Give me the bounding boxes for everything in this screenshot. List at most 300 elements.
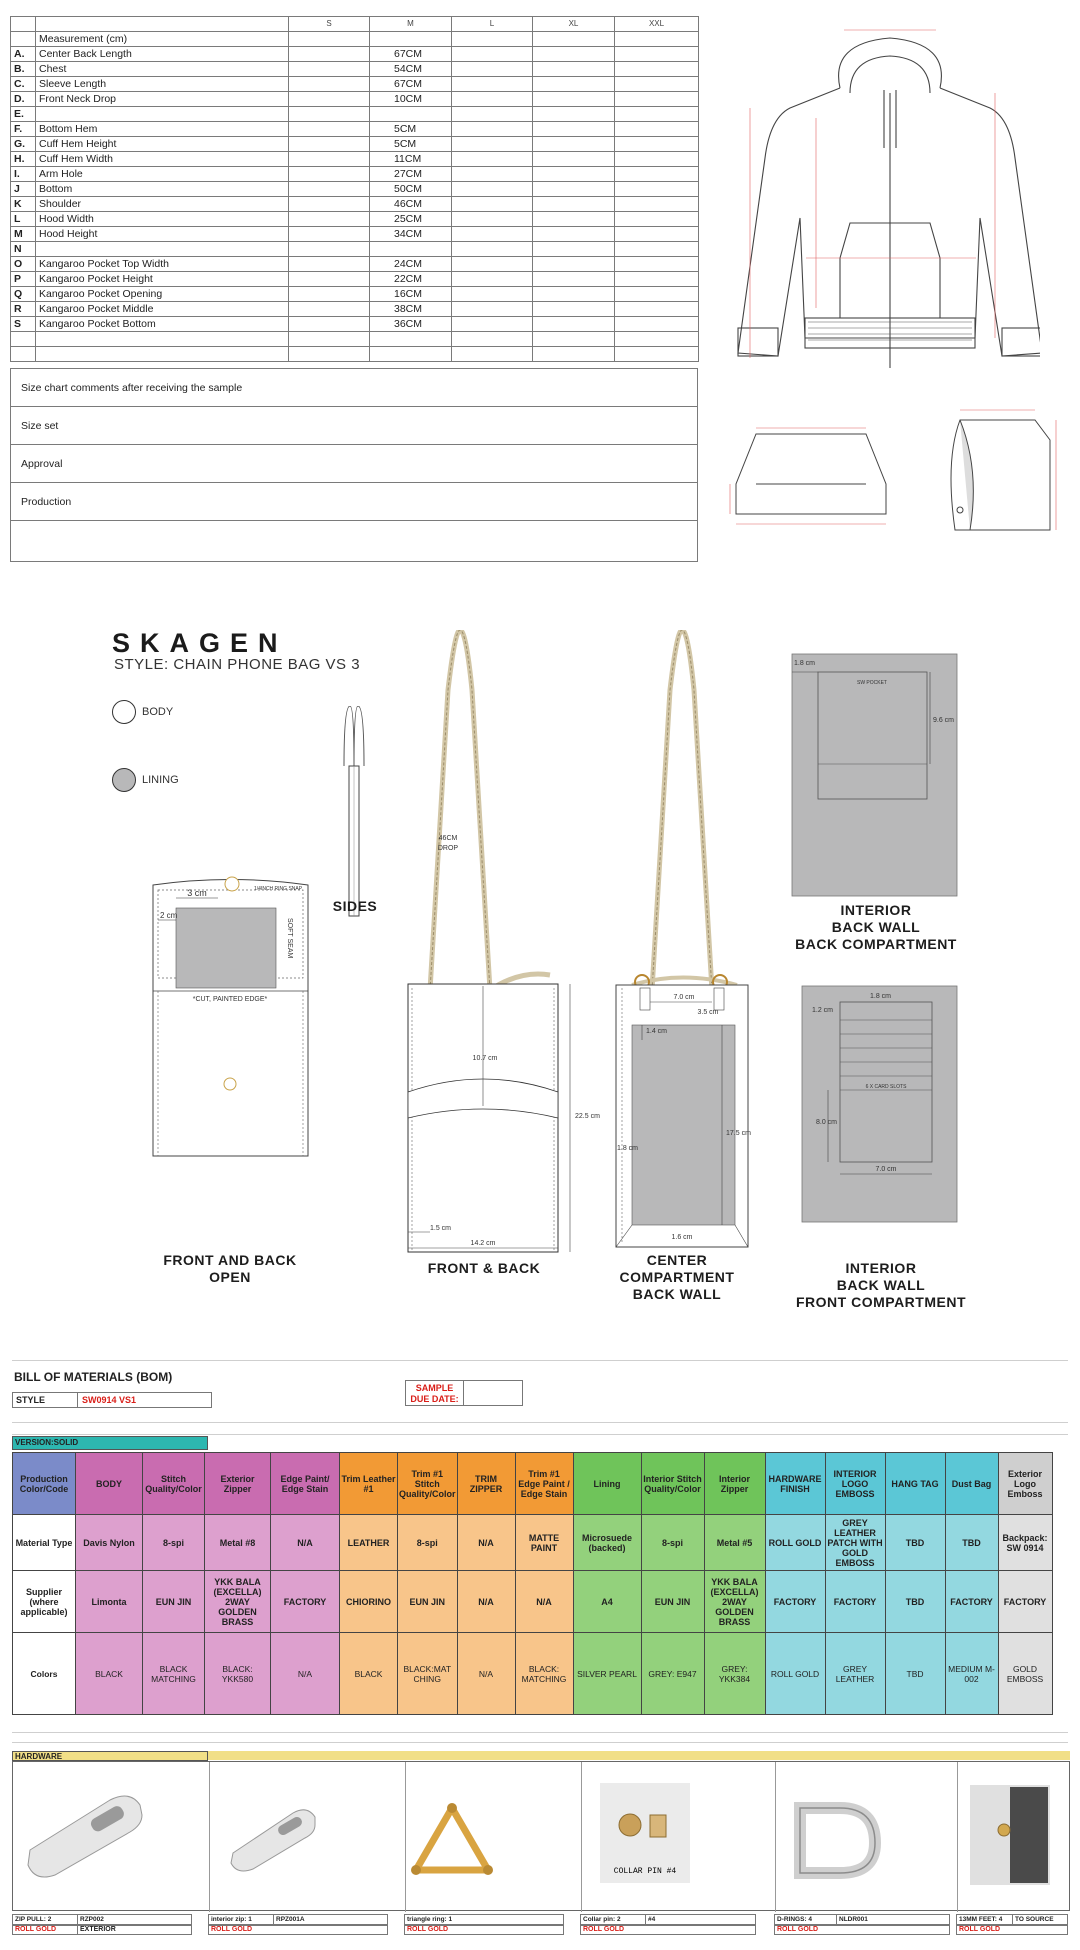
size-m-value: 22CM: [370, 272, 452, 287]
size-m-value: 50CM: [370, 182, 452, 197]
grid-line: [12, 1732, 1068, 1733]
size-xl-value: [533, 317, 615, 332]
measurement-code: D.: [11, 92, 36, 107]
bom-header-cell: Trim #1 Stitch Quality/Color: [398, 1453, 458, 1515]
measurement-name: Cuff Hem Width: [36, 152, 289, 167]
dim-drop-label: DROP: [437, 845, 459, 852]
size-xxl-value: [615, 197, 699, 212]
bom-material-cell: 8-spi: [143, 1515, 205, 1571]
size-xl-value: [533, 92, 615, 107]
dim-2cm: 2 cm: [160, 911, 178, 920]
size-l-value: [452, 212, 533, 227]
size-m-value: 36CM: [370, 317, 452, 332]
size-l-value: [452, 77, 533, 92]
size-m-value: 54CM: [370, 62, 452, 77]
view-title-center: [592, 1252, 762, 1303]
hw-caption: [580, 1914, 756, 1925]
interior-back-sketch: [790, 652, 960, 898]
size-m-value: [370, 332, 452, 347]
measurement-row: [11, 317, 699, 332]
view-title-interior-back: [766, 902, 986, 953]
view-title-line: INTERIOR: [840, 902, 912, 918]
sides-sketch: [336, 706, 372, 926]
measurement-name: Kangaroo Pocket Bottom: [36, 317, 289, 332]
bom-header-cell: Interior Zipper: [704, 1453, 765, 1515]
bom-color-cell: SILVER PEARL: [573, 1633, 641, 1715]
measurement-row: [11, 347, 699, 362]
bom-material-cell: TBD: [885, 1515, 945, 1571]
measurement-code: L: [11, 212, 36, 227]
comment-row: [11, 521, 697, 561]
bom-supplier-cell: Limonta: [76, 1571, 143, 1633]
measurement-name: [36, 107, 289, 122]
hw-divider: [405, 1762, 406, 1912]
size-m-value: [370, 107, 452, 122]
interior-zip-image: [225, 1805, 325, 1875]
view-title-line: BACK WALL: [831, 919, 921, 935]
bom-header-cell: TRIM ZIPPER: [457, 1453, 515, 1515]
size-xl-value: [533, 212, 615, 227]
measurement-label-row: [11, 32, 699, 47]
measurement-name: Chest: [36, 62, 289, 77]
measurement-row: [11, 197, 699, 212]
hw-caption: [956, 1914, 1068, 1925]
measurement-row: [11, 77, 699, 92]
measurement-label: Measurement (cm): [36, 32, 289, 47]
size-header-s: S: [289, 17, 370, 32]
version-bar: VERSION:SOLID: [12, 1436, 208, 1450]
hw-divider: [581, 1762, 582, 1912]
dim-if-1-2: 1.2 cm: [812, 1007, 834, 1014]
measurement-code: I.: [11, 167, 36, 182]
dim-1-4: 1.4 cm: [646, 1028, 668, 1035]
dim-14-2: 14.2 cm: [470, 1240, 496, 1247]
view-title-line: OPEN: [209, 1269, 251, 1285]
measurement-row: [11, 47, 699, 62]
size-l-value: [452, 107, 533, 122]
bom-header-cell: Dust Bag: [945, 1453, 998, 1515]
size-s-value: [289, 167, 370, 182]
measurement-row: [11, 137, 699, 152]
measurement-row: [11, 152, 699, 167]
view-title-line: COMPARTMENT: [619, 1269, 735, 1285]
hw-divider: [209, 1762, 210, 1912]
size-s-value: [289, 272, 370, 287]
hw-name: 13MM FEET: 4: [957, 1915, 1013, 1924]
size-l-value: [452, 287, 533, 302]
bom-material-cell: 8-spi: [398, 1515, 458, 1571]
bom-supplier-cell: Supplier (where applicable): [13, 1571, 76, 1633]
size-xxl-value: [615, 92, 699, 107]
bom-material-cell: Microsuede (backed): [573, 1515, 641, 1571]
measurement-row: [11, 302, 699, 317]
bom-material-cell: GREY LEATHER PATCH WITH GOLD EMBOSS: [825, 1515, 885, 1571]
size-xxl-value: [615, 272, 699, 287]
size-m-value: 25CM: [370, 212, 452, 227]
size-header-l: L: [452, 17, 533, 32]
legend-lining: [112, 768, 179, 792]
bom-header-cell: Lining: [573, 1453, 641, 1515]
brand-logo: SKAGEN: [112, 628, 288, 658]
size-xl-value: [533, 137, 615, 152]
due-label: SAMPLE DUE DATE:: [406, 1381, 464, 1405]
hw-code: NLDR001: [839, 1916, 868, 1923]
measurement-name: Kangaroo Pocket Opening: [36, 287, 289, 302]
bom-header-cell: Stitch Quality/Color: [143, 1453, 205, 1515]
measurement-row: [11, 242, 699, 257]
dim-if-1-8: 1.8 cm: [870, 993, 892, 1000]
size-xl-value: [533, 167, 615, 182]
measurement-code: H.: [11, 152, 36, 167]
size-xl-value: [533, 122, 615, 137]
measurement-name: Bottom: [36, 182, 289, 197]
size-m-value: 67CM: [370, 77, 452, 92]
size-l-value: [452, 62, 533, 77]
size-xxl-value: [615, 332, 699, 347]
bom-style-row: [12, 1392, 212, 1408]
size-l-value: [452, 182, 533, 197]
size-header-row: [11, 17, 699, 32]
bom-material-cell: N/A: [271, 1515, 340, 1571]
measurement-row: [11, 227, 699, 242]
size-s-value: [289, 212, 370, 227]
bom-color-cell: BLACK:MAT CHING: [398, 1633, 458, 1715]
bom-color-cell: N/A: [271, 1633, 340, 1715]
size-s-value: [289, 77, 370, 92]
bom-color-cell: BLACK: [76, 1633, 143, 1715]
bom-supplier-cell: N/A: [457, 1571, 515, 1633]
hood-sketch: [940, 400, 1060, 540]
dim-1-8: 1.8 cm: [617, 1145, 639, 1152]
style-label: STYLE: [13, 1393, 78, 1407]
size-xl-value: [533, 62, 615, 77]
size-s-value: [289, 47, 370, 62]
measurement-code: O: [11, 257, 36, 272]
center-view-sketch: [612, 630, 762, 1250]
measurement-row: [11, 122, 699, 137]
view-title-line: CENTER: [646, 1252, 708, 1268]
hardware-image-row: [12, 1761, 1070, 1911]
view-title-line: BACK WALL: [836, 1277, 926, 1293]
size-m-value: 24CM: [370, 257, 452, 272]
size-xl-value: [533, 47, 615, 62]
hw-finish: ROLL GOLD: [407, 1926, 449, 1933]
size-xxl-value: [615, 47, 699, 62]
size-xl-value: [533, 182, 615, 197]
bom-supplier-cell: FACTORY: [271, 1571, 340, 1633]
hw-finish-row: [404, 1925, 564, 1935]
size-l-value: [452, 197, 533, 212]
size-xxl-value: [615, 182, 699, 197]
bom-material-cell: N/A: [457, 1515, 515, 1571]
bom-header-cell: BODY: [76, 1453, 143, 1515]
dim-ib-9-6: 9.6 cm: [933, 717, 955, 724]
bom-material-cell: MATTE PAINT: [515, 1515, 573, 1571]
bom-header-cell: HANG TAG: [885, 1453, 945, 1515]
comments-box: [10, 368, 698, 562]
size-xl-value: [533, 302, 615, 317]
hardware-label: HARDWARE: [12, 1751, 208, 1761]
size-l-value: [452, 332, 533, 347]
measurement-row: [11, 167, 699, 182]
bom-material-row: [13, 1515, 1053, 1571]
view-title-front: FRONT & BACK: [427, 1260, 541, 1276]
hw-finish-row: [580, 1925, 756, 1935]
size-s-value: [289, 257, 370, 272]
bom-header-cell: Production Color/Code: [13, 1453, 76, 1515]
measurement-name: Arm Hole: [36, 167, 289, 182]
grid-line: [12, 1422, 1068, 1423]
size-xl-value: [533, 332, 615, 347]
bom-supplier-cell: YKK BALA (EXCELLA) 2WAY GOLDEN BRASS: [704, 1571, 765, 1633]
measurement-code: J: [11, 182, 36, 197]
size-s-value: [289, 92, 370, 107]
size-l-value: [452, 347, 533, 362]
hw-finish: ROLL GOLD: [211, 1926, 253, 1933]
measurement-name: Center Back Length: [36, 47, 289, 62]
measurement-row: [11, 107, 699, 122]
d-ring-image: [780, 1788, 890, 1888]
bom-material-cell: Metal #8: [205, 1515, 271, 1571]
dim-cut-edge: *CUT, PAINTED EDGE*: [192, 996, 268, 1003]
bom-color-cell: MEDIUM M-002: [945, 1633, 998, 1715]
size-xxl-value: [615, 167, 699, 182]
front-view-sketch: [400, 630, 610, 1260]
measurement-name: [36, 242, 289, 257]
size-xxl-value: [615, 287, 699, 302]
bom-header-cell: Interior Stitch Quality/Color: [641, 1453, 704, 1515]
bom-material-cell: 8-spi: [641, 1515, 704, 1571]
measurement-name: Hood Width: [36, 212, 289, 227]
size-xl-value: [533, 77, 615, 92]
size-l-value: [452, 152, 533, 167]
bom-header-cell: Trim Leather #1: [340, 1453, 398, 1515]
legend-lining-label: LINING: [142, 774, 179, 786]
bom-supplier-row: [13, 1571, 1053, 1633]
bom-header-cell: Trim #1 Edge Paint / Edge Stain: [515, 1453, 573, 1515]
hw-name: triangle ring: 1: [407, 1916, 453, 1923]
dim-ib-label: SW POCKET: [856, 680, 888, 686]
hw-code: #4: [648, 1916, 656, 1923]
size-xxl-value: [615, 227, 699, 242]
bom-supplier-cell: TBD: [885, 1571, 945, 1633]
grid-line: [12, 1434, 1068, 1435]
size-m-value: 5CM: [370, 122, 452, 137]
bom-material-cell: Davis Nylon: [76, 1515, 143, 1571]
size-xxl-value: [615, 62, 699, 77]
size-xl-value: [533, 107, 615, 122]
size-s-value: [289, 287, 370, 302]
measurement-code: P: [11, 272, 36, 287]
dim-22-5: 22.5 cm: [575, 1113, 600, 1120]
hoodie-front-sketch: [720, 18, 1040, 378]
bom-color-cell: BLACK: MATCHING: [515, 1633, 573, 1715]
measurement-row: [11, 62, 699, 77]
hw-finish: ROLL GOLD: [583, 1926, 625, 1933]
comment-row: Approval: [11, 445, 697, 483]
dim-10-7: 10.7 cm: [472, 1055, 498, 1062]
measurement-name: Kangaroo Pocket Height: [36, 272, 289, 287]
measurement-row: [11, 212, 699, 227]
size-m-value: 11CM: [370, 152, 452, 167]
bom-color-cell: ROLL GOLD: [765, 1633, 825, 1715]
size-m-value: 34CM: [370, 227, 452, 242]
measurement-code: A.: [11, 47, 36, 62]
size-l-value: [452, 92, 533, 107]
bom-material-cell: TBD: [945, 1515, 998, 1571]
measurement-code: B.: [11, 62, 36, 77]
bom-supplier-cell: FACTORY: [825, 1571, 885, 1633]
triangle-ring-image: [410, 1800, 495, 1880]
hw-code: RPZ001A: [276, 1916, 305, 1923]
size-xl-value: [533, 272, 615, 287]
hw-caption: [208, 1914, 388, 1925]
size-xxl-value: [615, 212, 699, 227]
bom-material-cell: LEATHER: [340, 1515, 398, 1571]
size-s-value: [289, 62, 370, 77]
hw-finish: ROLL GOLD: [777, 1926, 819, 1933]
size-xl-value: [533, 227, 615, 242]
comment-row: Size set: [11, 407, 697, 445]
zip-pull-image: [20, 1790, 150, 1880]
size-xxl-value: [615, 257, 699, 272]
hw-finish-row: [12, 1925, 192, 1935]
size-s-value: [289, 107, 370, 122]
dim-if-7: 7.0 cm: [875, 1166, 897, 1173]
bom-material-cell: ROLL GOLD: [765, 1515, 825, 1571]
legend-body: [112, 700, 173, 724]
dim-soft-seam: SOFT SEAM: [286, 918, 293, 959]
bom-supplier-cell: YKK BALA (EXCELLA) 2WAY GOLDEN BRASS: [205, 1571, 271, 1633]
measurement-code: R: [11, 302, 36, 317]
size-xxl-value: [615, 107, 699, 122]
comment-row: Size chart comments after receiving the sample: [11, 369, 697, 407]
bom-header-cell: Exterior Logo Emboss: [998, 1453, 1052, 1515]
interior-front-sketch: [800, 984, 960, 1224]
size-xl-value: [533, 197, 615, 212]
bom-title: BILL OF MATERIALS (BOM): [14, 1370, 173, 1384]
dim-ib-1-8: 1.8 cm: [794, 660, 816, 667]
size-xxl-value: [615, 302, 699, 317]
hw-finish-row: [956, 1925, 1068, 1935]
bom-supplier-cell: N/A: [515, 1571, 573, 1633]
bom-supplier-cell: A4: [573, 1571, 641, 1633]
style-value: SW0914 VS1: [82, 1395, 137, 1405]
measurement-code: K: [11, 197, 36, 212]
measurement-name: [36, 347, 289, 362]
dim-snap: 1/4INCH RING SNAP: [254, 886, 303, 892]
body-swatch: [112, 700, 136, 724]
size-xxl-value: [615, 77, 699, 92]
measurement-code: F.: [11, 122, 36, 137]
size-l-value: [452, 227, 533, 242]
bom-color-cell: GREY LEATHER: [825, 1633, 885, 1715]
comment-row: Production: [11, 483, 697, 521]
bom-header-cell: Edge Paint/ Edge Stain: [271, 1453, 340, 1515]
bom-header-cell: HARDWARE FINISH: [765, 1453, 825, 1515]
measurement-code: C.: [11, 77, 36, 92]
hw-finish: ROLL GOLD: [13, 1926, 78, 1934]
view-title-line: FRONT AND BACK: [163, 1252, 297, 1268]
measurement-row: [11, 182, 699, 197]
size-l-value: [452, 242, 533, 257]
hw-code: TO SOURCE: [1015, 1916, 1054, 1923]
bom-colors-row: [13, 1633, 1053, 1715]
size-xl-value: [533, 242, 615, 257]
size-m-value: 10CM: [370, 92, 452, 107]
measurement-name: Hood Height: [36, 227, 289, 242]
measurement-code: N: [11, 242, 36, 257]
view-title-line: BACK COMPARTMENT: [795, 936, 957, 952]
size-s-value: [289, 182, 370, 197]
pocket-sketch: [726, 424, 896, 534]
size-s-value: [289, 317, 370, 332]
hw-name: D-RINGS: 4: [775, 1915, 837, 1924]
bom-supplier-cell: FACTORY: [998, 1571, 1052, 1633]
due-value[interactable]: [464, 1381, 522, 1405]
measurement-table: [10, 16, 699, 362]
dim-if-label: 6 X CARD SLOTS: [865, 1084, 907, 1090]
size-xxl-value: [615, 152, 699, 167]
size-m-value: 67CM: [370, 47, 452, 62]
dim-drop: 46CM: [438, 835, 458, 842]
bom-material-cell: Metal #5: [704, 1515, 765, 1571]
dim-if-8: 8.0 cm: [816, 1119, 838, 1126]
measurement-name: Kangaroo Pocket Top Width: [36, 257, 289, 272]
view-title-line: FRONT COMPARTMENT: [796, 1294, 966, 1310]
open-view-sketch: [148, 868, 318, 1168]
bom-supplier-cell: EUN JIN: [398, 1571, 458, 1633]
dim-3-5: 3.5 cm: [697, 1009, 719, 1016]
size-xxl-value: [615, 137, 699, 152]
measurement-code: G.: [11, 137, 36, 152]
size-m-value: [370, 242, 452, 257]
view-title-interior-front: [766, 1260, 996, 1311]
size-s-value: [289, 332, 370, 347]
size-s-value: [289, 122, 370, 137]
bom-supplier-cell: FACTORY: [765, 1571, 825, 1633]
size-xl-value: [533, 347, 615, 362]
measurement-row: [11, 92, 699, 107]
bom-color-cell: Colors: [13, 1633, 76, 1715]
legend-body-label: BODY: [142, 706, 174, 718]
measurement-code: S: [11, 317, 36, 332]
size-s-value: [289, 242, 370, 257]
size-s-value: [289, 302, 370, 317]
grid-line: [12, 1360, 1068, 1361]
size-xxl-value: [615, 317, 699, 332]
lining-swatch: [112, 768, 136, 792]
hw-divider: [775, 1762, 776, 1912]
measurement-row: [11, 272, 699, 287]
size-m-value: 5CM: [370, 137, 452, 152]
size-l-value: [452, 257, 533, 272]
dim-1-6: 1.6 cm: [671, 1234, 693, 1241]
measurement-row: [11, 257, 699, 272]
hw-name: Collar pin: 2: [581, 1915, 646, 1924]
view-title-open: [140, 1252, 320, 1286]
dim-17-5: 17.5 cm: [726, 1130, 751, 1137]
sample-due-date: [405, 1380, 523, 1406]
grid-line: [12, 1742, 1068, 1743]
measurement-code: [11, 332, 36, 347]
size-s-value: [289, 197, 370, 212]
bom-color-cell: GOLD EMBOSS: [998, 1633, 1052, 1715]
measurement-name: [36, 332, 289, 347]
size-m-value: 46CM: [370, 197, 452, 212]
measurement-row: [11, 287, 699, 302]
size-l-value: [452, 122, 533, 137]
